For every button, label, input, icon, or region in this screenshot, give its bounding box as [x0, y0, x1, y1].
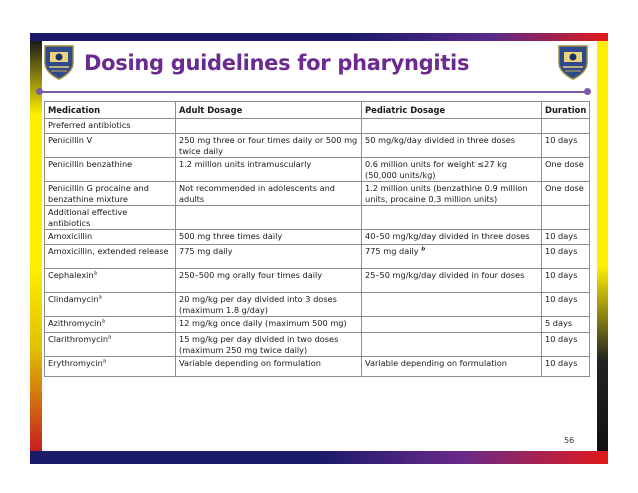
footnote-marker: b [421, 246, 426, 253]
cell-adult-dosage-text: 250 mg three or four times daily or 500 mg twice daily [179, 135, 358, 156]
dosing-table [44, 101, 590, 377]
cell-medication-text: Additional effective antibiotics [48, 207, 128, 228]
cell-medication [45, 357, 176, 377]
cell-adult-dosage [176, 333, 362, 357]
cell-medication [45, 206, 176, 230]
footnote-marker: a [102, 358, 107, 365]
cell-adult-dosage [176, 182, 362, 206]
cell-adult-dosage-text: Variable depending on formulation [179, 358, 321, 368]
table-row [45, 134, 590, 158]
header-medication: Medication [45, 102, 176, 119]
cell-duration-text: One dose [545, 159, 584, 169]
cell-medication-text: Erythromycin [48, 358, 103, 368]
table-row [45, 245, 590, 269]
cell-medication-text: Penicillin G procaine and benzathine mixture [48, 183, 149, 204]
cell-pediatric-dosage-text: 25–50 mg/kg/day divided in four doses [365, 270, 525, 280]
cell-pediatric-dosage-text: 50 mg/kg/day divided in three doses [365, 135, 516, 145]
cell-pediatric-dosage [362, 269, 542, 293]
cell-adult-dosage-text: 775 mg daily [179, 246, 233, 256]
table-row [45, 317, 590, 333]
cell-adult-dosage [176, 317, 362, 333]
cell-duration [542, 333, 590, 357]
cell-duration-text: 10 days [545, 270, 578, 280]
table-row [45, 333, 590, 357]
cell-medication [45, 230, 176, 245]
university-seal-left [42, 43, 76, 81]
footnote-marker: a [108, 334, 112, 341]
cell-duration [542, 230, 590, 245]
cell-adult-dosage-text: 1.2 million units intramuscularly [179, 159, 312, 169]
table-row [45, 230, 590, 245]
cell-adult-dosage-text: Not recommended in adolescents and adults [179, 183, 335, 204]
cell-medication-text: Penicillin V [48, 135, 93, 145]
underline-dot-left [36, 88, 43, 95]
table-row [45, 357, 590, 377]
header-duration: Duration [542, 102, 590, 119]
cell-medication-text: Penicillin benzathine [48, 159, 133, 169]
right-stripe [597, 41, 608, 451]
table-row [45, 119, 590, 134]
cell-pediatric-dosage [362, 182, 542, 206]
table-header-row [45, 102, 590, 119]
cell-duration-text: 10 days [545, 358, 578, 368]
cell-adult-dosage-text: 15 mg/kg per day divided in two doses (maximum 250 mg twice daily) [179, 334, 339, 355]
top-bar [30, 33, 608, 41]
cell-pediatric-dosage [362, 134, 542, 158]
cell-duration-text: One dose [545, 183, 584, 193]
cell-adult-dosage [176, 134, 362, 158]
cell-duration-text: 10 days [545, 294, 578, 304]
cell-duration [542, 206, 590, 230]
cell-pediatric-dosage [362, 245, 542, 269]
cell-pediatric-dosage [362, 230, 542, 245]
title-underline [40, 91, 588, 93]
cell-medication [45, 293, 176, 317]
table-row [45, 206, 590, 230]
cell-medication [45, 245, 176, 269]
cell-duration-text: 5 days [545, 318, 573, 328]
cell-pediatric-dosage [362, 158, 542, 182]
cell-medication-text: Clarithromycin [48, 334, 109, 344]
footnote-marker: a [93, 270, 98, 277]
cell-medication [45, 134, 176, 158]
cell-medication-text: Amoxicillin, extended release [48, 246, 169, 256]
cell-duration [542, 158, 590, 182]
cell-adult-dosage [176, 269, 362, 293]
cell-duration [542, 357, 590, 377]
cell-medication-text: Cephalexin [48, 270, 94, 280]
left-stripe [30, 41, 42, 451]
cell-adult-dosage [176, 158, 362, 182]
cell-duration [542, 134, 590, 158]
cell-duration-text: 10 days [545, 246, 578, 256]
cell-pediatric-dosage-text: 40–50 mg/kg/day divided in three doses [365, 231, 530, 241]
cell-pediatric-dosage [362, 333, 542, 357]
cell-pediatric-dosage [362, 119, 542, 134]
cell-pediatric-dosage [362, 357, 542, 377]
table-row [45, 269, 590, 293]
cell-medication [45, 182, 176, 206]
cell-adult-dosage [176, 206, 362, 230]
cell-pediatric-dosage-text: 0.6 million units for weight ≤27 kg (50,000 units/kg) [365, 159, 508, 180]
footnote-marker: a [98, 294, 102, 301]
cell-duration-text: 10 days [545, 334, 578, 344]
table-row [45, 293, 590, 317]
footnote-marker: a [101, 318, 105, 325]
page-number: 56 [564, 436, 575, 445]
cell-adult-dosage [176, 357, 362, 377]
cell-adult-dosage [176, 245, 362, 269]
cell-duration [542, 269, 590, 293]
cell-pediatric-dosage [362, 317, 542, 333]
cell-medication [45, 158, 176, 182]
table-row [45, 182, 590, 206]
cell-duration [542, 245, 590, 269]
cell-pediatric-dosage [362, 206, 542, 230]
cell-adult-dosage-text: 12 mg/kg once daily (maximum 500 mg) [179, 318, 347, 328]
cell-pediatric-dosage [362, 293, 542, 317]
cell-adult-dosage-text: 500 mg three times daily [179, 231, 283, 241]
cell-duration [542, 182, 590, 206]
cell-adult-dosage [176, 293, 362, 317]
cell-medication-text: Clindamycin [48, 294, 99, 304]
cell-adult-dosage [176, 119, 362, 134]
table-row [45, 158, 590, 182]
cell-adult-dosage-text: 20 mg/kg per day divided into 3 doses (maximum 1.8 g/day) [179, 294, 337, 315]
header-adult-dosage: Adult Dosage [176, 102, 362, 119]
cell-duration [542, 293, 590, 317]
cell-duration-text: 10 days [545, 135, 578, 145]
cell-duration [542, 317, 590, 333]
cell-medication-text: Preferred antibiotics [48, 120, 131, 130]
cell-pediatric-dosage-text: 1.2 million units (benzathine 0.9 million units, procaine 0.3 million units) [365, 183, 528, 204]
cell-medication [45, 119, 176, 134]
cell-medication [45, 317, 176, 333]
university-seal-right [556, 43, 590, 81]
cell-pediatric-dosage-text: 775 mg daily [365, 246, 422, 256]
cell-medication-text: Amoxicillin [48, 231, 93, 241]
slide-title: Dosing guidelines for pharyngitis [84, 51, 470, 75]
underline-dot-right [584, 88, 591, 95]
header-pediatric-dosage: Pediatric Dosage [362, 102, 542, 119]
cell-duration [542, 119, 590, 134]
cell-duration-text: 10 days [545, 231, 578, 241]
cell-adult-dosage [176, 230, 362, 245]
cell-medication [45, 333, 176, 357]
cell-adult-dosage-text: 250–500 mg orally four times daily [179, 270, 323, 280]
bottom-bar [30, 451, 608, 464]
cell-pediatric-dosage-text: Variable depending on formulation [365, 358, 507, 368]
cell-medication-text: Azithromycin [48, 318, 102, 328]
cell-medication [45, 269, 176, 293]
